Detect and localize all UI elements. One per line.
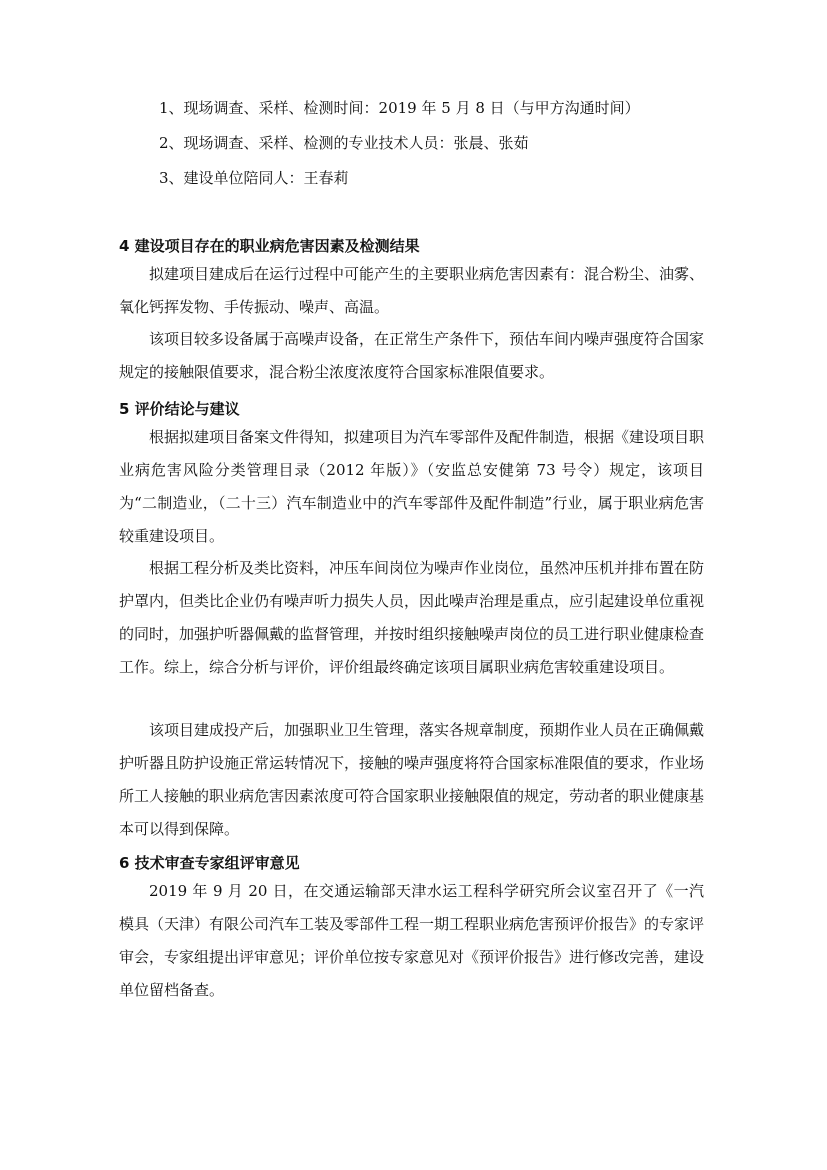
section-5-paragraph-1: 根据拟建项目备案文件得知，拟建项目为汽车零部件及配件制造，根据《建设项目职业病危害风险分类管理目录（2012 年版）》（安监总安健第 73 号令）规定，该项目为“二制造业，（二十三）汽车制造业中的汽车零部件及配件制造”行业，属于职业病危害较重建设项目。	[119, 428, 705, 545]
list-item-survey-time: 1、现场调查、采样、检测时间：2019 年 5 月 8 日（与甲方沟通时间）	[159, 99, 640, 117]
list-item-technicians: 2、现场调查、采样、检测的专业技术人员：张晨、张茹	[159, 134, 529, 152]
section-4-heading: 4 建设项目存在的职业病危害因素及检测结果	[119, 237, 420, 255]
section-4-paragraph-1: 拟建项目建成后在运行过程中可能产生的主要职业病危害因素有：混合粉尘、油雾、氧化钙挥发物、手传振动、噪声、高温。	[119, 265, 705, 316]
section-5-paragraph-2: 根据工程分析及类比资料，冲压车间岗位为噪声作业岗位，虽然冲压机并排布置在防护罩内，但类比企业仍有噪声听力损失人员，因此噪声治理是重点，应引起建设单位重视的同时，加强护听器佩戴的监督管理，并按时组织接触噪声岗位的员工进行职业健康检查工作。综上，综合分析与评价，评价组最终确定该项目属职业病危害较重建设项目。	[119, 559, 705, 676]
section-5-heading: 5 评价结论与建议	[119, 400, 240, 418]
section-5-paragraph-3: 该项目建成投产后，加强职业卫生管理，落实各规章制度，预期作业人员在正确佩戴护听器且防护设施正常运转情况下，接触的噪声强度将符合国家标准限值的要求，作业场所工人接触的职业病危害因素浓度可符合国家职业接触限值的规定，劳动者的职业健康基本可以得到保障。	[119, 721, 705, 838]
list-item-accompanying-person: 3、建设单位陪同人：王春莉	[159, 169, 349, 187]
section-4-paragraph-2: 该项目较多设备属于高噪声设备，在正常生产条件下，预估车间内噪声强度符合国家规定的接触限值要求，混合粉尘浓度浓度符合国家标准限值要求。	[119, 330, 705, 381]
section-6-paragraph-1: 2019 年 9 月 20 日，在交通运输部天津水运工程科学研究所会议室召开了《一汽模具（天津）有限公司汽车工装及零部件工程一期工程职业病危害预评价报告》的专家评审会，专家组提出评审意见；评价单位按专家意见对《预评价报告》进行修改完善，建设单位留档备查。	[119, 882, 705, 999]
section-6-heading: 6 技术审查专家组评审意见	[119, 854, 300, 872]
